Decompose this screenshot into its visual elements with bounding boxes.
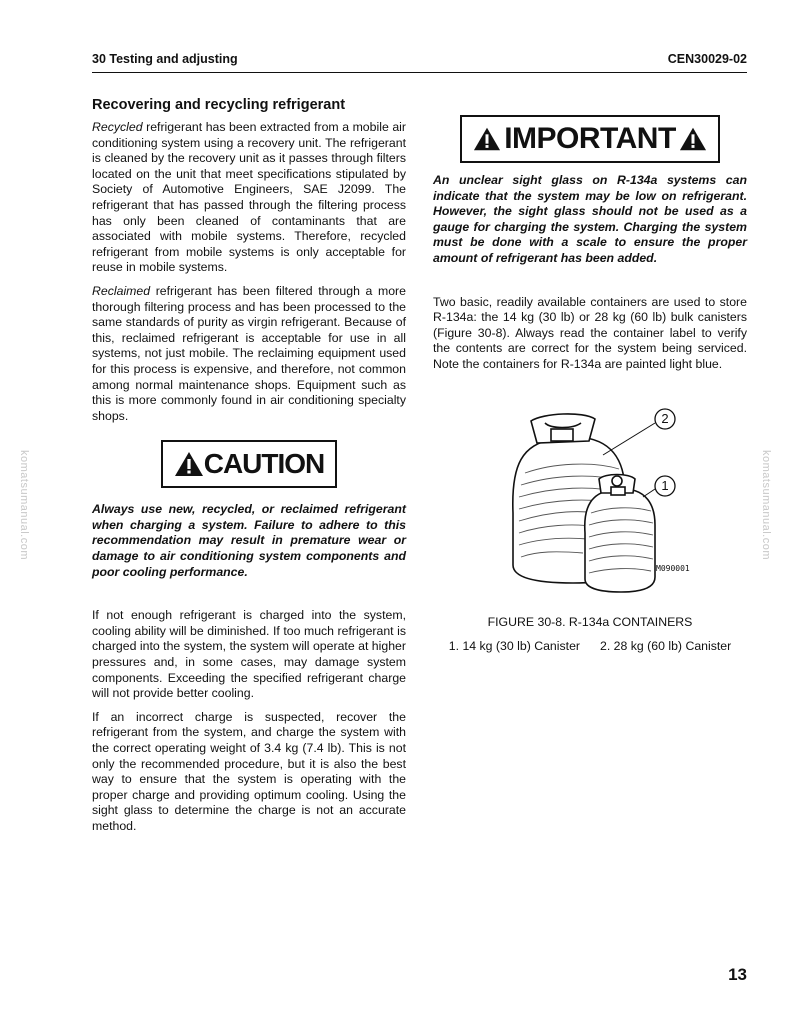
watermark-right: komatsumanual.com (760, 450, 772, 560)
watermark-left: komatsumanual.com (18, 450, 30, 560)
recycled-paragraph (92, 120, 406, 276)
containers-paragraph: Two basic, readily available containers are used to store R-134a: the 14 kg (30 lb) or 28 kg (60 lb) bulk canisters (Figure 30-8). Always read the container label to verify the contents are correct for the system being serviced. Note the containers for R-134a are painted light blue. (433, 294, 747, 371)
header-rule (92, 72, 747, 73)
caution-text: Always use new, recycled, or reclaimed refrigerant when charging a system. Failure to adhere to this recommendation may result in premature wear or damage to air conditioning system components and poor cooling performance. (92, 502, 406, 579)
left-column (92, 97, 406, 843)
section-heading: Recovering and recycling refrigerant (92, 97, 346, 113)
incorrect-charge-paragraph: If an incorrect charge is suspected, recover the refrigerant from the system, and charge the system with the correct operating weight of 3.4 kg (7.4 lb). This is not only the recommended procedure, but it is also the best way to ensure that the system is operating with the proper charge and providing optimum cooling. Using the sight glass to determine the charge is not an accurate method. (92, 709, 406, 833)
important-badge (460, 115, 720, 163)
warning-triangle-icon (473, 126, 501, 152)
figure-legend (433, 639, 747, 653)
callout-2: 2 (661, 410, 669, 426)
charge-paragraph: If not enough refrigerant is charged into the system, cooling ability will be diminished. If too much refrigerant is charged into the system, the system will operate at higher pressures and, in some cases, may damage system components. Exceeding the specified refrigerant charge will not provide better cooling. (92, 608, 406, 701)
callout-1: 1 (661, 477, 669, 493)
caution-badge-wrap (92, 440, 406, 488)
warning-triangle-icon (679, 126, 707, 152)
page-header (92, 52, 747, 70)
warning-triangle-icon (174, 451, 204, 477)
caution-label: CAUTION (203, 448, 325, 480)
reclaimed-term: Reclaimed (92, 283, 151, 298)
recycled-term: Recycled (92, 120, 143, 134)
figure-containers (433, 393, 747, 603)
section-title: 30 Testing and adjusting (92, 52, 238, 66)
legend-item-1: 1. 14 kg (30 lb) Canister (448, 639, 580, 654)
refrigerant-canisters-illustration (433, 393, 747, 603)
page-number: 13 (728, 965, 747, 984)
caution-badge (161, 440, 337, 488)
figure-code: M090001 (656, 563, 690, 573)
legend-item-2: 2. 28 kg (60 lb) Canister (600, 639, 732, 654)
important-label: IMPORTANT (504, 122, 676, 155)
document-code: CEN30029-02 (667, 52, 747, 66)
important-text: An unclear sight glass on R-134a systems can indicate that the system may be low on refrigerant. However, the sight glass should not be used as a gauge for charging the system. Charging the system must be done with a scale to ensure the proper amount of refrigerant has been added. (433, 173, 747, 265)
right-column (433, 115, 747, 653)
important-badge-wrap (433, 115, 747, 163)
reclaimed-paragraph (92, 284, 406, 424)
recycled-text: refrigerant has been extracted from a mobile air conditioning system using a recovery unit. The refrigerant is cleaned by the recovery unit as it passes through filters located on the unit that meet specifications stipulated by Society of Automotive Engineers, SAE J2099. The refrigerant that has passed through the filtering process has only been cleaned of contaminants that are associated with mobile systems. Therefore, recycled refrigerant from mobile systems is only acceptable for reuse in mobile systems. (92, 120, 406, 275)
reclaimed-text: refrigerant has been filtered through a more thorough filtering process and has been processed to the same standards of purity as virgin refrigerant. Because of this, reclaimed refrigerant is acceptable for use in all systems, not just mobile. The reclaiming equipment used for this process is expensive, and therefore, not common among normal maintenance shops. Equipment such as this is more commonly found in air conditioning specialty shops. (92, 283, 406, 423)
figure-caption: FIGURE 30-8. R-134a CONTAINERS (487, 614, 693, 629)
